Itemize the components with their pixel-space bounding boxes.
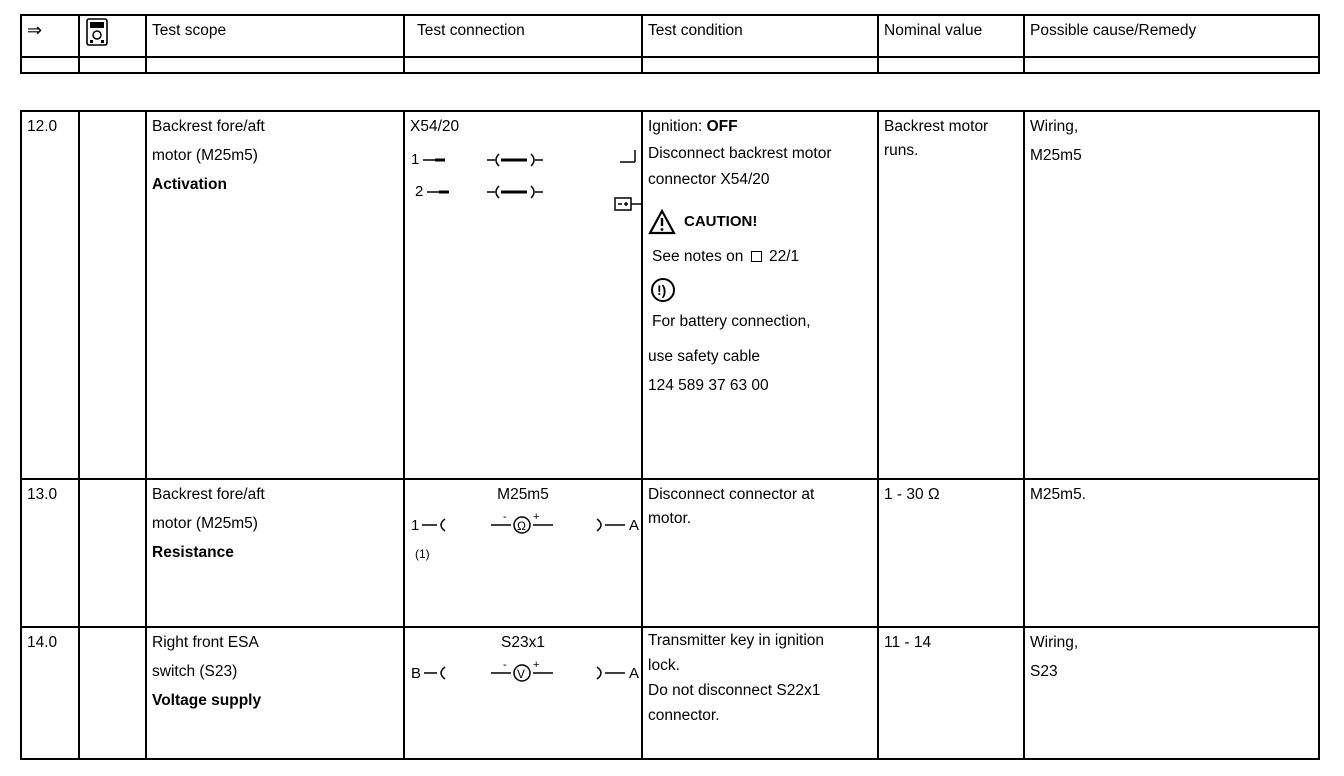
col-possible-cause: Possible cause/Remedy bbox=[1024, 15, 1319, 57]
pin-label: 1 bbox=[411, 151, 420, 168]
svg-text:1: 1 bbox=[411, 517, 420, 534]
svg-text:V: V bbox=[517, 667, 526, 681]
col-test-condition: Test condition bbox=[642, 15, 878, 57]
connection-diagram bbox=[405, 660, 641, 720]
table-row bbox=[21, 111, 1319, 479]
test-scope: Backrest fore/aft motor (M25m5) Activation bbox=[146, 111, 404, 479]
arrow-header: ⇒ bbox=[21, 15, 79, 57]
nominal-value: 11 - 14 bbox=[878, 627, 1024, 759]
svg-text:B: B bbox=[411, 665, 422, 682]
col-test-scope: Test scope bbox=[146, 15, 404, 57]
test-condition: Disconnect connector at motor. bbox=[642, 479, 878, 627]
test-table bbox=[20, 110, 1320, 760]
svg-text:!): !) bbox=[657, 282, 667, 298]
nominal-value: Backrest motor runs. bbox=[878, 111, 1024, 479]
possible-cause: Wiring, M25m5 bbox=[1024, 111, 1319, 479]
test-condition: Ignition: OFF Disconnect backrest motor connector X54/20 CAUTION! See notes on 22/1 !) For battery connection, use safety cable 124 589 37 63 00 bbox=[642, 111, 878, 479]
multimeter-icon-cell bbox=[79, 15, 146, 57]
svg-text:(1): (1) bbox=[415, 547, 430, 561]
test-connection: X54/20 1 2 bbox=[404, 111, 642, 479]
caution-notice: CAUTION! bbox=[648, 207, 872, 236]
step-number: 12.0 bbox=[21, 111, 79, 479]
warning-triangle-icon bbox=[648, 209, 676, 235]
test-connection: S23x1 B V - + A bbox=[404, 627, 642, 759]
possible-cause: M25m5. bbox=[1024, 479, 1319, 627]
pin-label: 2 bbox=[415, 183, 424, 200]
possible-cause: Wiring, S23 bbox=[1024, 627, 1319, 759]
book-reference-icon bbox=[751, 251, 762, 262]
svg-text:+: + bbox=[533, 512, 540, 523]
battery-icon bbox=[615, 150, 641, 210]
table-row bbox=[21, 627, 1319, 759]
svg-text:A: A bbox=[629, 665, 640, 682]
test-connection: M25m5 1 (1) Ω - + A bbox=[404, 479, 642, 627]
svg-text:-: - bbox=[503, 660, 507, 671]
step-number: 13.0 bbox=[21, 479, 79, 627]
header-row bbox=[21, 15, 1319, 57]
step-number: 14.0 bbox=[21, 627, 79, 759]
col-test-connection: Test connection bbox=[404, 15, 642, 57]
svg-text:-: - bbox=[503, 512, 507, 523]
header-spacer-row bbox=[21, 57, 1319, 73]
cable-symbol bbox=[487, 154, 543, 198]
test-scope: Backrest fore/aft motor (M25m5) Resistance bbox=[146, 479, 404, 627]
svg-text:A: A bbox=[629, 517, 640, 534]
header-table bbox=[20, 14, 1320, 74]
info-circle-icon bbox=[650, 277, 676, 303]
nominal-value: 1 - 30 Ω bbox=[878, 479, 1024, 627]
test-scope: Right front ESA switch (S23) Voltage supply bbox=[146, 627, 404, 759]
connection-diagram bbox=[405, 512, 641, 592]
table-row bbox=[21, 479, 1319, 627]
svg-text:+: + bbox=[533, 660, 540, 671]
svg-text:Ω: Ω bbox=[517, 519, 526, 533]
multimeter-icon bbox=[85, 18, 109, 46]
test-condition: Transmitter key in ignition lock. Do not disconnect S22x1 connector. bbox=[642, 627, 878, 759]
col-nominal-value: Nominal value bbox=[878, 15, 1024, 57]
connection-diagram bbox=[405, 146, 641, 266]
